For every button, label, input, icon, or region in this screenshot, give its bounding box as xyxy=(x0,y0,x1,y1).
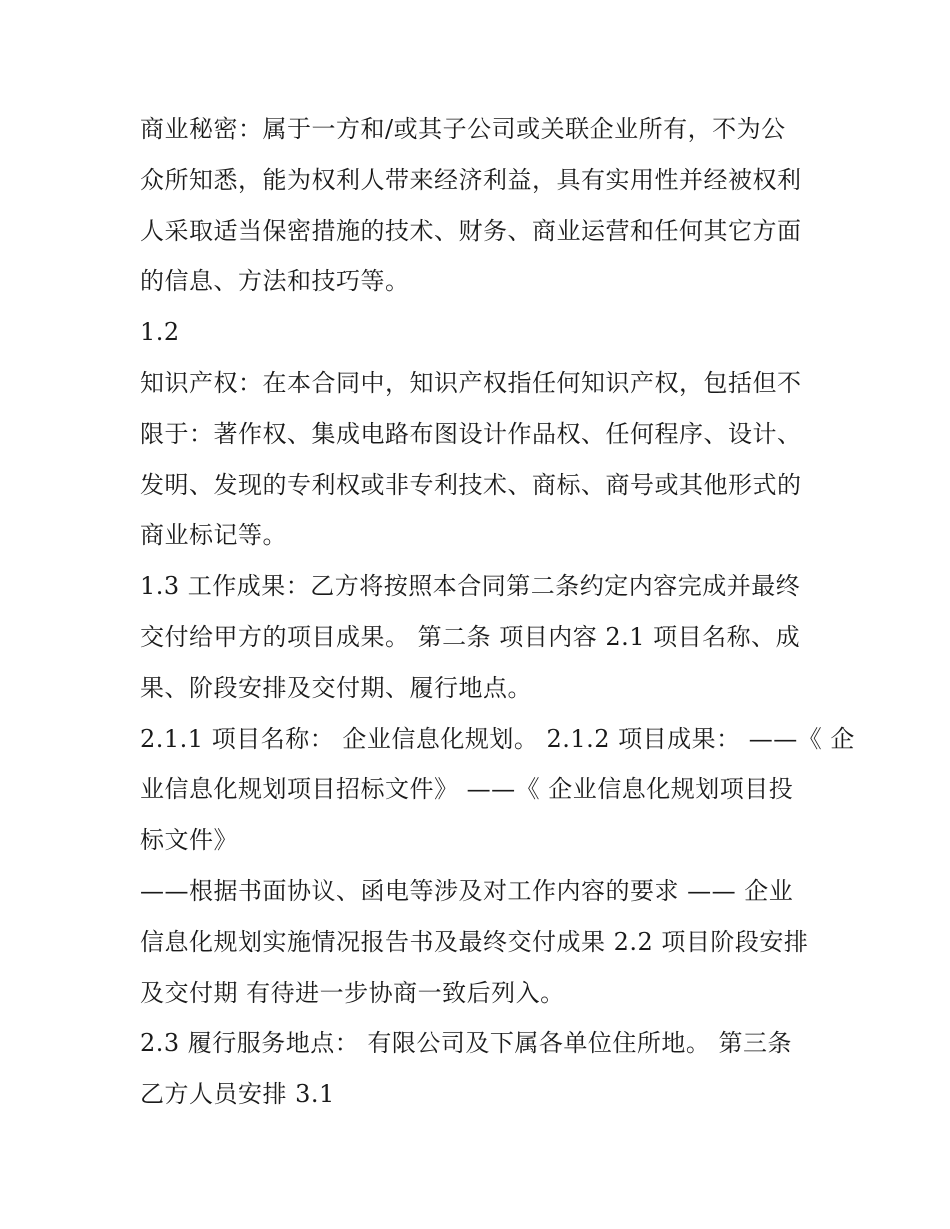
text-line-project-name-3: 标文件》 xyxy=(140,826,238,855)
text-line-service-location-1: 2.3 履行服务地点： 有限公司及下属各单位住所地。 第三条 xyxy=(140,1029,793,1058)
text-line-project-name-2: 业信息化规划项目招标文件》 ——《 企业信息化规划项目投 xyxy=(140,775,794,804)
text-line-trade-secret-3: 人采取适当保密措施的技术、财务、商业运营和任何其它方面 xyxy=(140,216,802,245)
text-line-ip-2: 限于：著作权、集成电路布图设计作品权、任何程序、设计、 xyxy=(140,419,802,448)
section-number-1-2: 1.2 xyxy=(140,318,180,347)
text-line-trade-secret-2: 众所知悉，能为权利人带来经济利益，具有实用性并经被权利 xyxy=(140,165,802,194)
text-line-trade-secret-4: 的信息、方法和技巧等。 xyxy=(140,267,410,296)
text-line-requirements-2: 信息化规划实施情况报告书及最终交付成果 2.2 项目阶段安排 xyxy=(140,927,809,956)
text-line-service-location-2: 乙方人员安排 3.1 xyxy=(140,1080,335,1109)
text-line-work-result-1: 1.3 工作成果：乙方将按照本合同第二条约定内容完成并最终 xyxy=(140,572,801,601)
text-line-project-name-1: 2.1.1 项目名称： 企业信息化规划。 2.1.2 项目成果： ——《 企 xyxy=(140,724,855,753)
text-line-requirements-3: 及交付期 有待进一步协商一致后列入。 xyxy=(140,978,565,1007)
text-line-trade-secret-1: 商业秘密：属于一方和/或其子公司或关联企业所有，不为公 xyxy=(140,115,786,143)
text-line-ip-1: 知识产权：在本合同中，知识产权指任何知识产权，包括但不 xyxy=(140,368,802,397)
text-line-ip-4: 商业标记等。 xyxy=(140,521,287,550)
text-line-work-result-2: 交付给甲方的项目成果。 第二条 项目内容 2.1 项目名称、成 xyxy=(140,622,801,651)
text-line-work-result-3: 果、阶段安排及交付期、履行地点。 xyxy=(140,673,532,702)
document-body xyxy=(140,104,855,1120)
text-line-requirements-1: ——根据书面协议、函电等涉及对工作内容的要求 —— 企业 xyxy=(140,876,794,905)
text-line-ip-3: 发明、发现的专利权或非专利技术、商标、商号或其他形式的 xyxy=(140,470,802,499)
